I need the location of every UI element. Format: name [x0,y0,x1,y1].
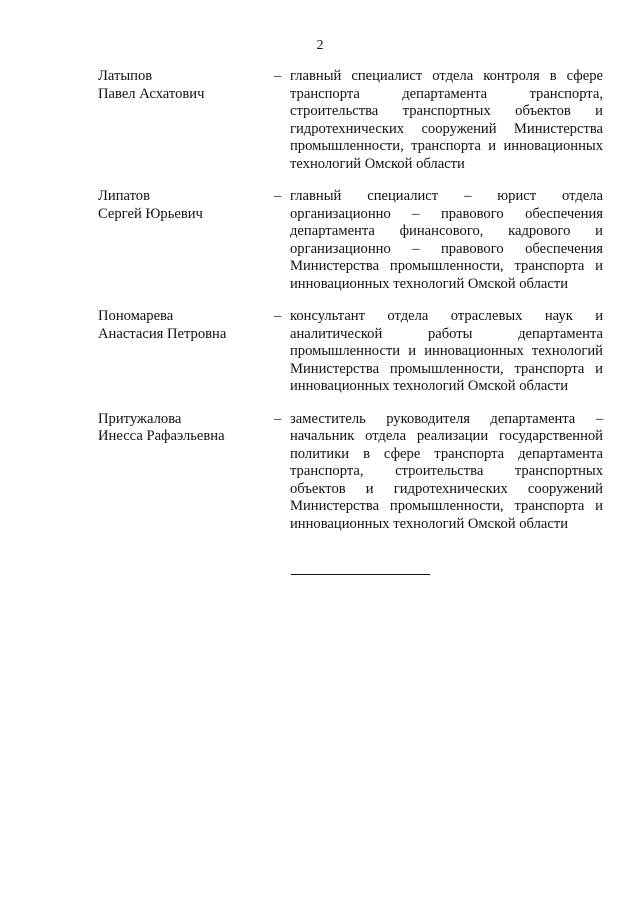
member-entry [98,308,603,396]
separator-dash: – [274,410,282,427]
separator-dash: – [274,68,282,84]
member-position: главный специалист отдела контроля в сфере транспорта департамента транспорта, строительства транспортных объектов и гидротехнических сооружений Министерства промышленности, транспорта и инновационных технологий Омской области [290,68,603,172]
member-position: консультант отдела отраслевых наук и аналитической работы департамента промышленности и инновационных технологий Министерства промышленности, транспорта и инновационных технологий Омской области [290,308,603,394]
member-given-names: Сергей Юрьевич [98,205,203,222]
member-given-names: Инесса Рафаэльевна [98,428,225,444]
member-entry [98,411,603,534]
member-name [98,188,274,293]
member-name [98,308,274,396]
member-surname: Притужалова [98,410,182,427]
member-position: заместитель руководителя департамента – начальник отдела реализации государственной политики в сфере транспорта департамента транспорта, строительства транспортных объектов и гидротехнических сооружений Министерства промышленности, транспорта и инновационных технологий Омской области [290,410,603,532]
page-number: 2 [316,38,324,53]
member-name [98,68,274,173]
member-position: главный специалист – юрист отдела организационно – правового обеспечения департамента финансового, кадрового и организационно – правового обеспечения Министерства промышленности, транспорта и инновационных технологий Омской области [290,188,603,292]
member-given-names: Павел Асхатович [98,85,205,102]
member-surname: Латыпов [98,68,153,84]
closing-rule [291,574,430,575]
member-given-names: Анастасия Петровна [98,325,227,342]
member-entry [98,188,603,293]
member-surname: Липатов [98,188,150,204]
member-list [98,68,603,548]
member-surname: Пономарева [98,308,174,324]
separator-dash: – [274,308,282,324]
member-entry [98,68,603,173]
separator-dash: – [274,188,282,204]
member-name [98,411,274,534]
